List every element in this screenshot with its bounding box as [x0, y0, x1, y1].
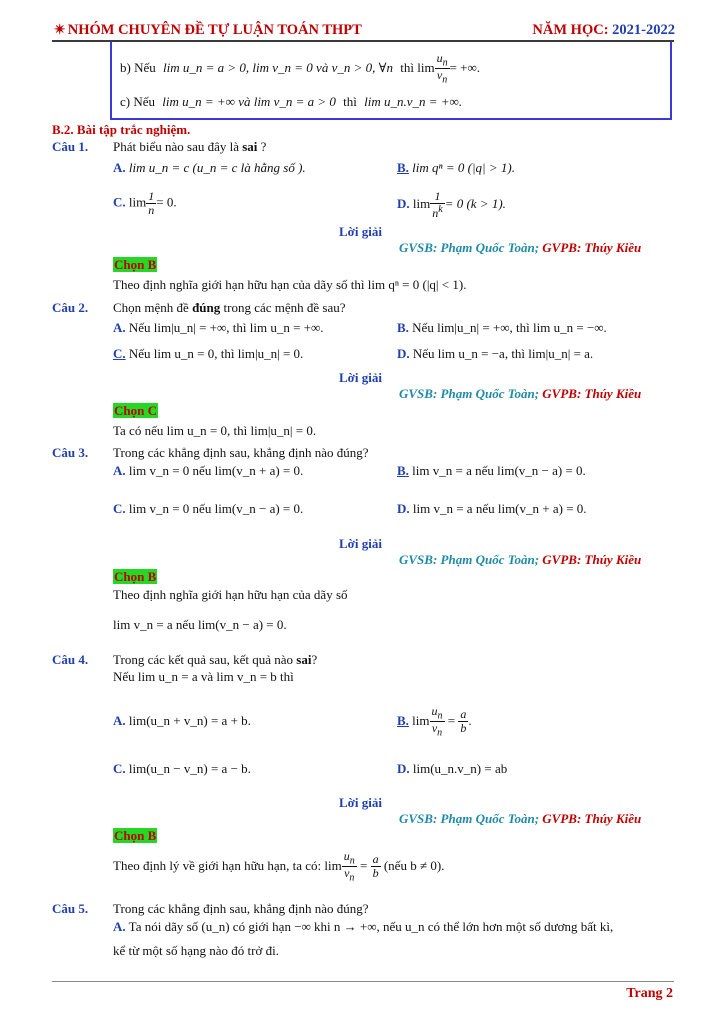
school-year: NĂM HỌC: 2021-2022	[532, 22, 675, 38]
q4-answer: Chọn B	[114, 828, 157, 843]
question-3-stem: Trong các khẳng định sau, khẳng định nào đúng?	[113, 445, 369, 460]
q1-option-d: D. lim $\frac{1}{n^k}$ = 0 (k > 1).	[397, 189, 506, 221]
theory-line-c: c) Nếu lim u_n = +∞ và lim v_n = a > 0 thì lim u_n.v_n = +∞.	[120, 94, 463, 109]
question-1-label: Câu 1.	[52, 139, 89, 154]
question-3-label: Câu 3.	[52, 445, 89, 460]
q2-author: GVSB: Phạm Quốc Toàn; GVPB: Thúy Kiều	[399, 386, 642, 401]
q2-option-b: B. Nếu lim|u_n| = +∞, thì lim u_n = −∞.	[397, 320, 607, 335]
group-logo-icon: ✴	[54, 23, 66, 38]
q2-option-c: C. Nếu lim u_n = 0, thì lim|u_n| = 0.	[113, 346, 304, 361]
q2-answer: Chọn C	[114, 403, 157, 418]
question-4-condition: Nếu lim u_n = a và lim v_n = b thì	[113, 669, 294, 684]
q4-option-a: A. lim(u_n + v_n) = a + b.	[113, 713, 251, 728]
section-title: B.2. Bài tập trắc nghiệm.	[52, 122, 191, 137]
question-1-stem: Phát biểu nào sau đây là sai ?	[113, 139, 267, 154]
header-group-title	[54, 22, 362, 39]
q5-option-a: A. Ta nói dãy số (u_n) có giới hạn −∞ khi n → +∞, nếu u_n có thể lớn hơn một số dương bất kì,	[113, 919, 614, 934]
q3-author: GVSB: Phạm Quốc Toàn; GVPB: Thúy Kiều	[399, 552, 642, 567]
question-5-stem: Trong các khẳng định sau, khẳng định nào đúng?	[113, 901, 369, 916]
theory-line-b: b) Nếu lim u_n = a > 0, lim v_n = 0 và v_n > 0, ∀n thì lim $\frac{u_n}{v_n}$ = +∞.	[120, 51, 480, 86]
q5-option-a-continued: kể từ một số hạng nào đó trở đi.	[113, 943, 279, 958]
q3-solution-label: Lời giải	[339, 536, 382, 551]
q3-explanation: Theo định nghĩa giới hạn hữu hạn của dãy số	[113, 587, 348, 602]
q4-option-c: C. lim(u_n − v_n) = a − b.	[113, 761, 251, 776]
page-number: Trang 2	[626, 986, 673, 1001]
group-name: NHÓM CHUYÊN ĐỀ TỰ LUẬN TOÁN THPT	[67, 22, 362, 38]
q4-solution-label: Lời giải	[339, 795, 382, 810]
q1-explanation: Theo định nghĩa giới hạn hữu hạn của dãy số thì lim qⁿ = 0 (|q| < 1).	[113, 277, 467, 292]
footer-divider	[52, 981, 674, 982]
q4-option-b: B. lim $\frac{u_n}{v_n}$ = $\frac{a}{b}$ .	[397, 704, 472, 739]
q3-explanation-formula: lim v_n = a nếu lim(v_n − a) = 0.	[113, 617, 287, 632]
q1-option-a: A. lim u_n = c (u_n = c là hằng số ).	[113, 160, 306, 175]
question-4-label: Câu 4.	[52, 652, 89, 667]
q1-solution-label: Lời giải	[339, 224, 382, 239]
q3-option-c: C. lim v_n = 0 nếu lim(v_n − a) = 0.	[113, 501, 304, 516]
question-4-stem: Trong các kết quả sau, kết quả nào sai?	[113, 652, 318, 667]
q3-option-a: A. lim v_n = 0 nếu lim(v_n + a) = 0.	[113, 463, 304, 478]
q3-option-b: B. lim v_n = a nếu lim(v_n − a) = 0.	[397, 463, 586, 478]
q2-option-a: A. Nếu lim|u_n| = +∞, thì lim u_n = +∞.	[113, 320, 324, 335]
q3-option-d: D. lim v_n = a nếu lim(v_n + a) = 0.	[397, 501, 587, 516]
q4-author: GVSB: Phạm Quốc Toàn; GVPB: Thúy Kiều	[399, 811, 642, 826]
q1-option-b: B. lim qⁿ = 0 (|q| > 1).	[397, 160, 515, 175]
q2-explanation: Ta có nếu lim u_n = 0, thì lim|u_n| = 0.	[113, 423, 317, 438]
q1-option-c: C. lim $\frac{1}{n}$ = 0.	[113, 189, 177, 218]
question-5-label: Câu 5.	[52, 901, 89, 916]
q3-answer: Chọn B	[114, 569, 157, 584]
question-2-stem: Chọn mệnh đề đúng trong các mệnh đề sau?	[113, 300, 346, 315]
q4-option-d: D. lim(u_n.v_n) = ab	[397, 761, 508, 776]
q1-author: GVSB: Phạm Quốc Toàn; GVPB: Thúy Kiều	[399, 240, 642, 255]
question-2-label: Câu 2.	[52, 300, 89, 315]
q4-explanation: Theo định lý về giới hạn hữu hạn, ta có: lim $\frac{u_n}{v_n}$ = $\frac{a}{b}$ (nếu b ≠ 0).	[113, 849, 445, 884]
q2-option-d: D. Nếu lim u_n = −a, thì lim|u_n| = a.	[397, 346, 594, 361]
q2-solution-label: Lời giải	[339, 370, 382, 385]
q1-answer: Chọn B	[114, 257, 157, 272]
